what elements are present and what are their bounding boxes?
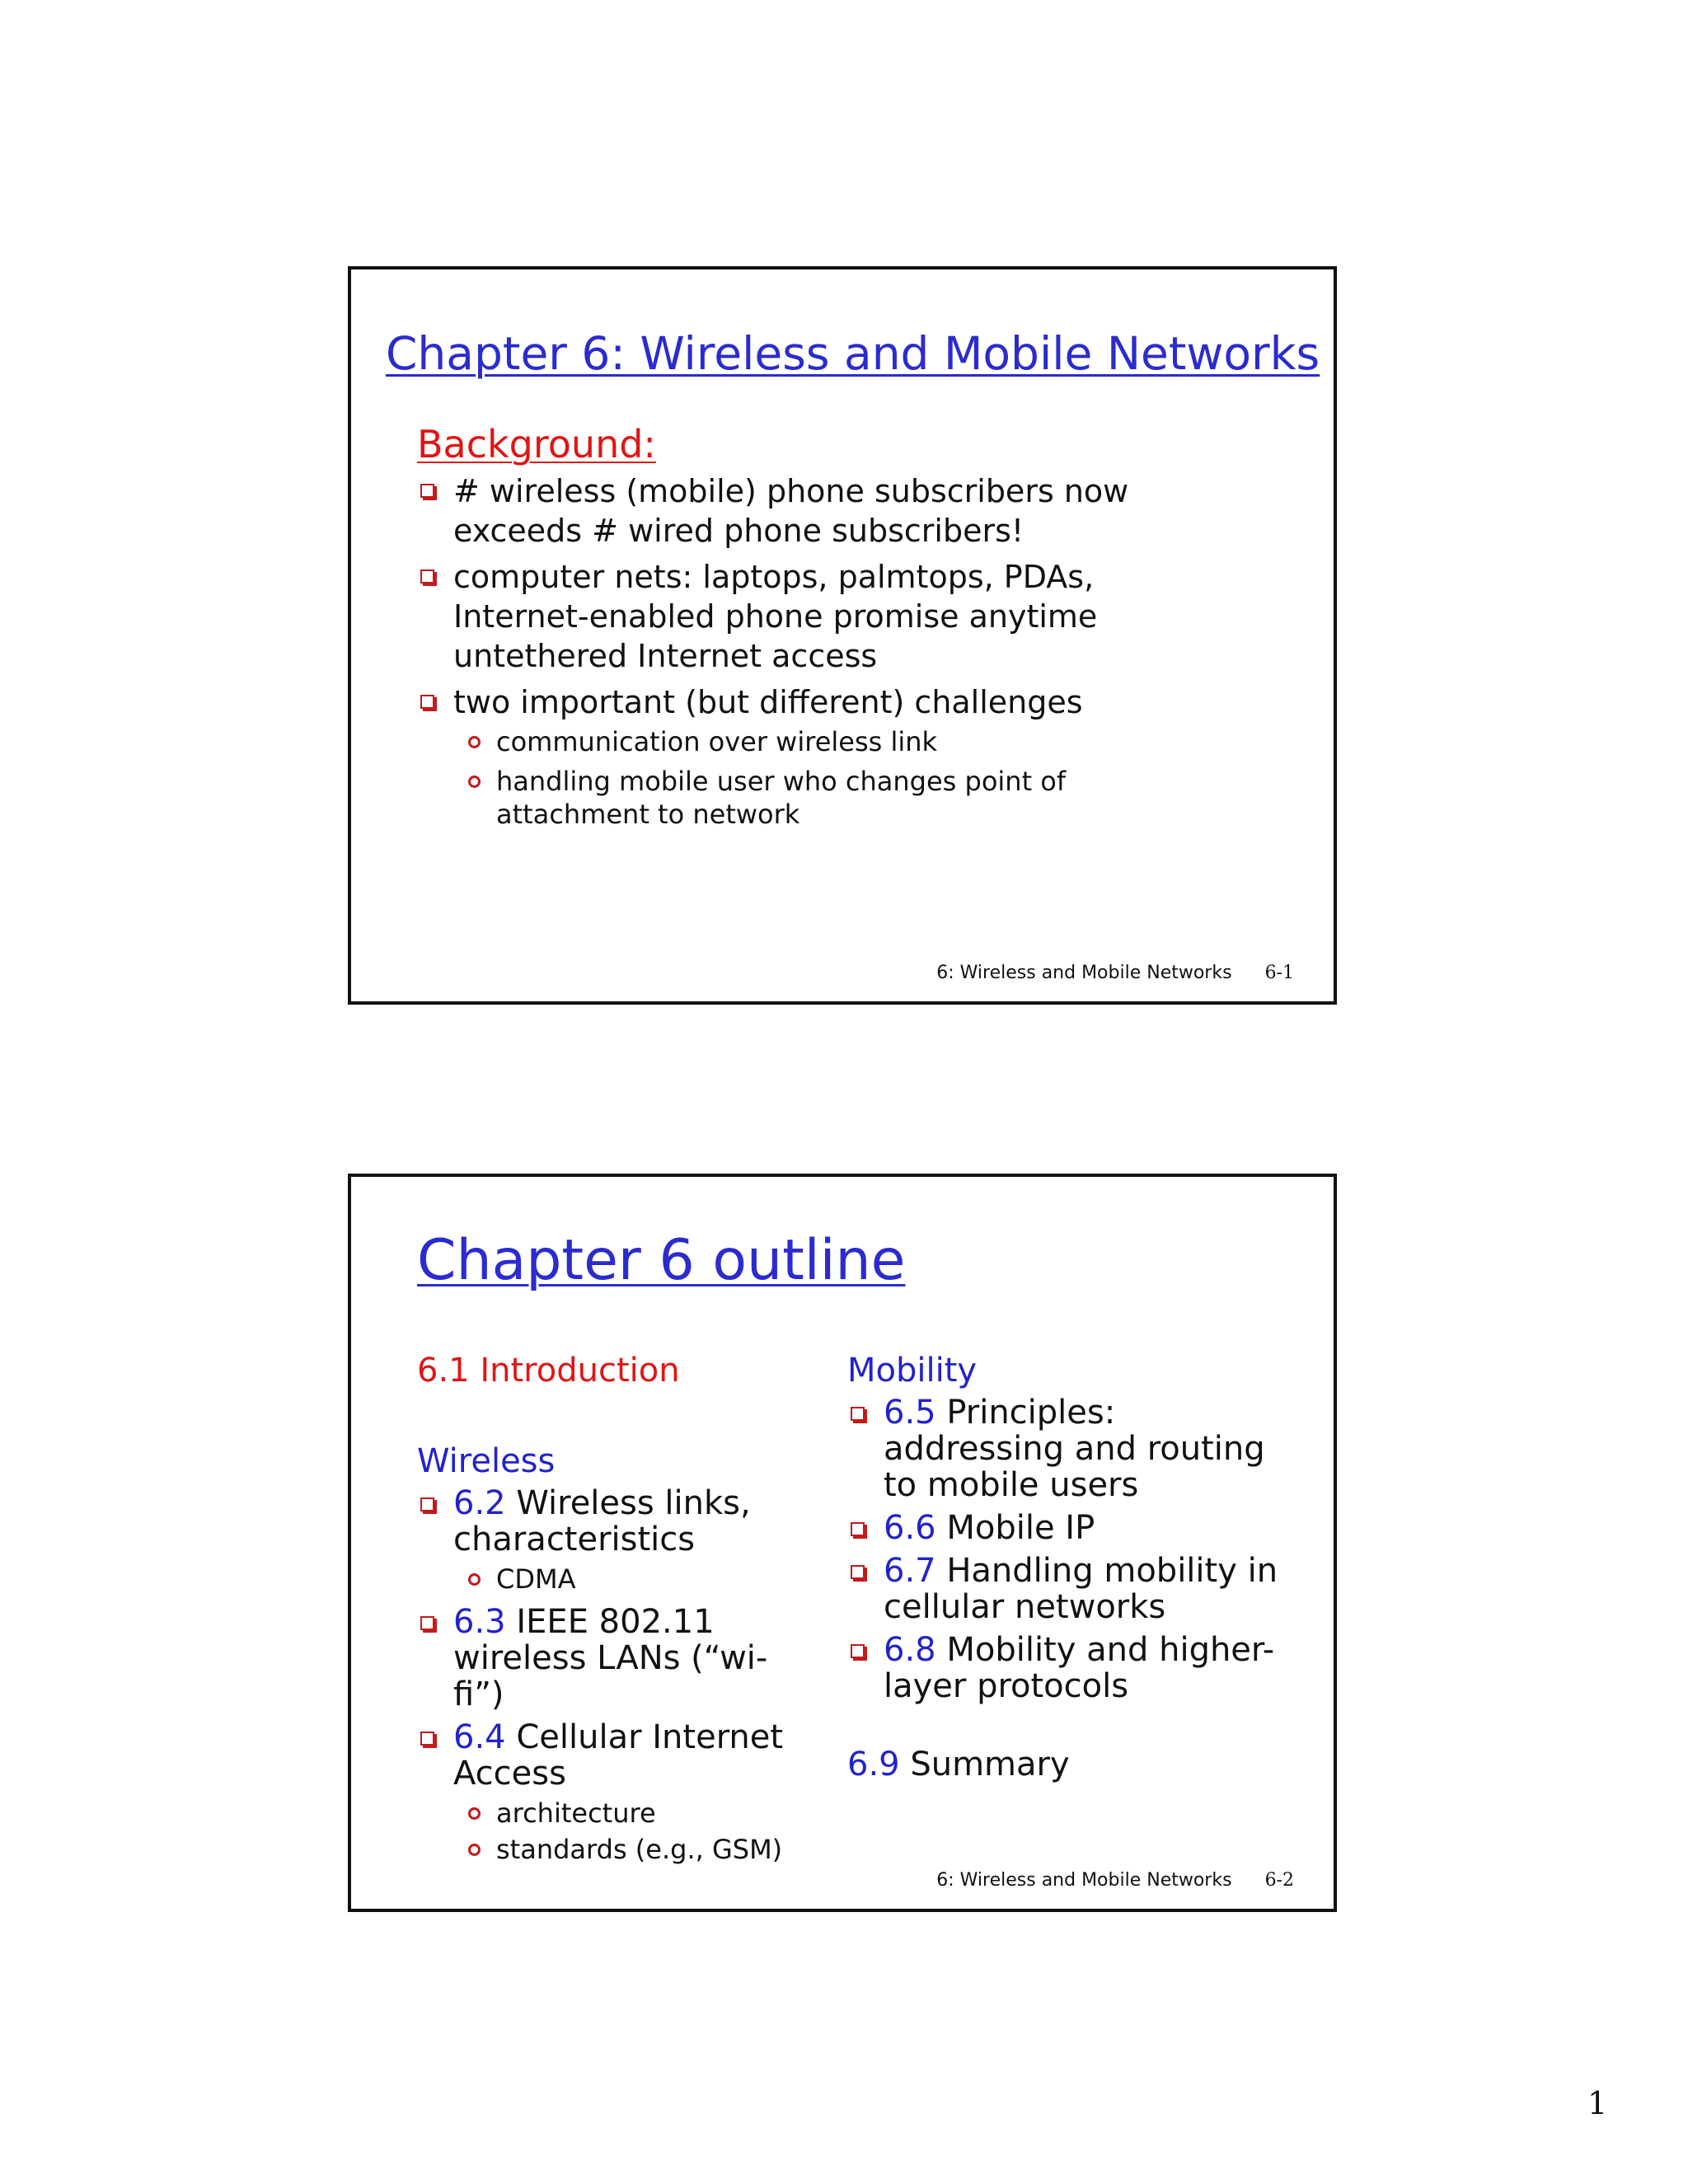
section-title: IEEE 802.11 wireless LANs (“wi-fi”): [453, 1603, 768, 1713]
outline-item: [847, 1553, 1292, 1625]
mobility-heading: Mobility: [847, 1352, 978, 1390]
sub-bullet-text: CDMA: [496, 1563, 576, 1595]
summary-heading: [847, 1744, 1292, 1785]
section-title: Mobility and higher-layer protocols: [884, 1631, 1275, 1705]
slide-2-title: Chapter 6 outline: [417, 1228, 906, 1293]
footer-text: 6: Wireless and Mobile Networks: [936, 963, 1232, 983]
sub-bullet-item: [453, 1831, 813, 1868]
outline-item: [847, 1510, 1292, 1546]
slide-number: 6-1: [1264, 963, 1294, 983]
outline-item: [847, 1632, 1292, 1704]
section-number: 6.2: [453, 1484, 506, 1522]
section-number: 6.4: [453, 1718, 506, 1756]
slide-1: [348, 266, 1337, 1005]
section-title: Cellular Internet Access: [453, 1718, 784, 1793]
section-number: 6.3: [453, 1603, 506, 1641]
sub-bullet-list: [453, 1795, 813, 1868]
sub-bullet-text: architecture: [496, 1797, 656, 1829]
section-number: 6.8: [884, 1631, 936, 1669]
slide-2-footer: [936, 1870, 1294, 1891]
slide-number: 6-2: [1264, 1870, 1294, 1891]
outline-item: [417, 1719, 813, 1868]
bullet-item: [417, 682, 1159, 831]
section-title: Introduction: [480, 1352, 680, 1390]
sub-bullet-item: [453, 725, 1159, 758]
section-number: 6.6: [884, 1509, 936, 1547]
section-number: 6.9: [847, 1746, 900, 1783]
footer-text: 6: Wireless and Mobile Networks: [936, 1870, 1232, 1891]
sub-bullet-item: [453, 1561, 813, 1597]
sub-bullet-item: [453, 765, 1159, 831]
slide-1-bullet-list: [417, 471, 1159, 837]
section-number: 6.1: [417, 1352, 470, 1390]
slide-1-footer: [936, 963, 1294, 983]
outline-left-column: [417, 1350, 813, 1874]
outline-right-column: [847, 1350, 1292, 1788]
section-title: Wireless links, characteristics: [453, 1484, 751, 1558]
slide-1-title: Chapter 6: Wireless and Mobile Networks: [386, 327, 1320, 380]
sub-bullet-list: [453, 1561, 813, 1597]
background-heading: Background:: [417, 422, 656, 466]
section-title: Mobile IP: [946, 1509, 1095, 1547]
section-number: 6.7: [884, 1552, 936, 1590]
sub-bullet-item: [453, 1795, 813, 1831]
sub-bullet-text: handling mobile user who changes point of attachment to network: [496, 766, 1067, 830]
sub-bullet-text: standards (e.g., GSM): [496, 1834, 783, 1865]
outline-item: [847, 1394, 1292, 1503]
sub-bullet-list: [453, 725, 1159, 831]
bullet-text: two important (but different) challenges: [453, 684, 1083, 720]
page-number: 1: [1587, 2085, 1608, 2121]
bullet-item: [417, 557, 1159, 676]
wireless-list: [417, 1485, 813, 1868]
section-title: Summary: [910, 1746, 1070, 1783]
mobility-list: [847, 1394, 1292, 1704]
section-title: Handling mobility in cellular networks: [884, 1552, 1278, 1626]
wireless-heading: Wireless: [417, 1442, 556, 1480]
section-number: 6.5: [884, 1394, 936, 1432]
bullet-item: [417, 471, 1159, 551]
outline-item: [417, 1604, 813, 1713]
outline-item: [417, 1485, 813, 1597]
intro-heading: [417, 1350, 813, 1391]
bullet-text: computer nets: laptops, palmtops, PDAs, Internet-enabled phone promise anytime untethered Internet access: [453, 559, 1098, 674]
sub-bullet-text: communication over wireless link: [496, 726, 938, 757]
slide-2: [348, 1174, 1337, 1912]
section-title: Principles: addressing and routing to mobile users: [884, 1394, 1265, 1504]
bullet-text: # wireless (mobile) phone subscribers now exceeds # wired phone subscribers!: [453, 473, 1129, 549]
